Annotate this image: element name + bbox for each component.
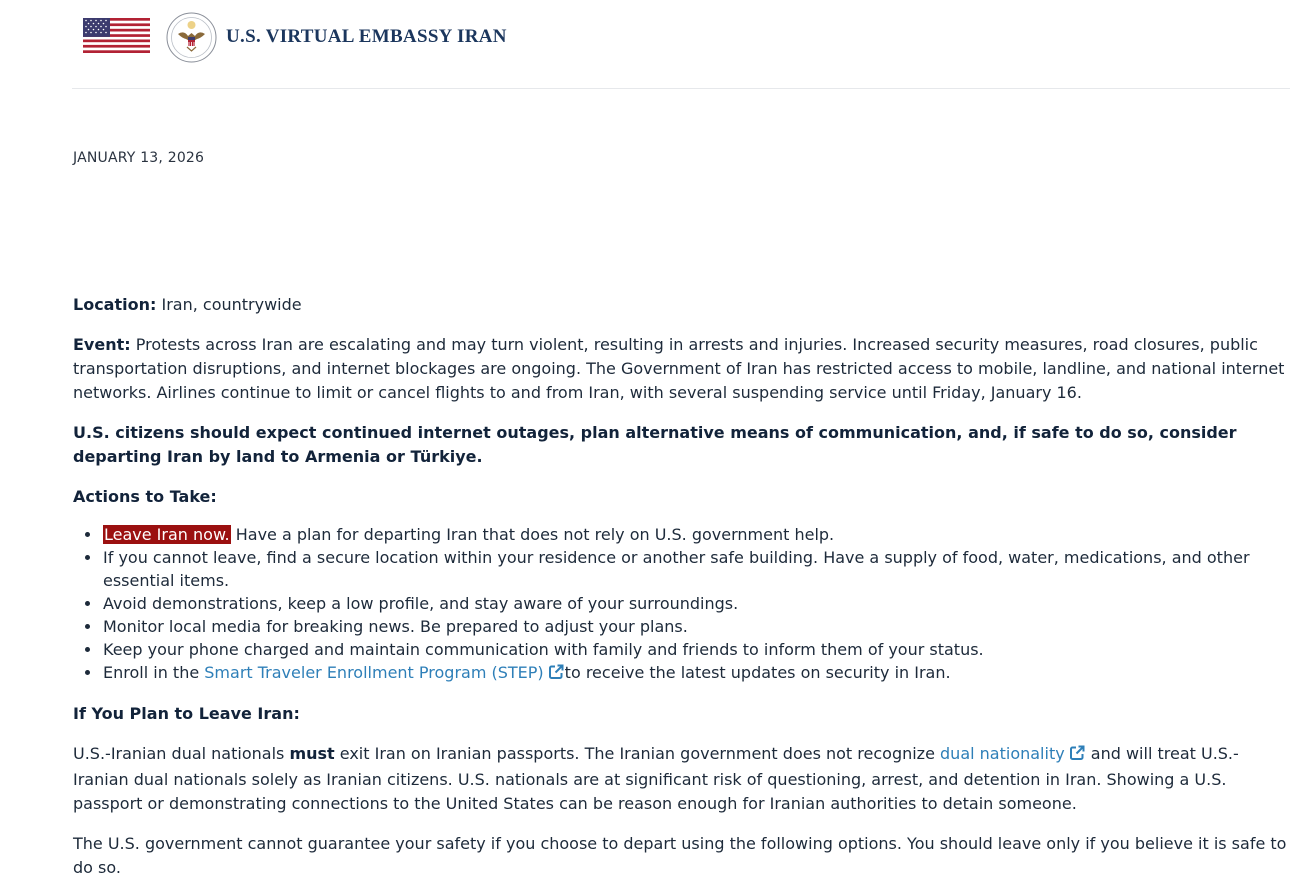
bold-notice	[73, 421, 1289, 469]
dual-text: and will treat U.S.-Iranian dual nationals solely as Iranian citizens. U.S. nationals are at significant risk of questioning, arrest, and detention in Iran. Showing a U.S. passport or demonstrating connections to the United States can be reason enough for Iranian authorities to detain someone.	[73, 744, 1239, 813]
list-item-text: Enroll in the	[103, 663, 205, 682]
list-item-text: Avoid demonstrations, keep a low profile, and stay aware of your surroundings.	[103, 594, 739, 613]
header-divider	[72, 88, 1290, 89]
bullet-icon	[85, 647, 90, 652]
bullet-icon	[85, 532, 90, 537]
guarantee-paragraph: The U.S. government cannot guarantee your safety if you choose to depart using the following options. You should leave only if you believe it is safe to do so.	[73, 834, 1287, 877]
bullet-icon	[85, 601, 90, 606]
bullet-icon	[85, 670, 90, 675]
bullet-icon	[85, 624, 90, 629]
dual-nationality-link[interactable]: dual nationality	[940, 744, 1065, 763]
list-item	[73, 615, 1289, 638]
site-title[interactable]: U.S. VIRTUAL EMBASSY IRAN	[226, 26, 507, 47]
dual-nationals-paragraph	[73, 742, 1289, 816]
list-item	[73, 661, 1289, 686]
external-link-icon[interactable]	[1069, 744, 1085, 768]
list-item	[73, 546, 1289, 592]
list-item-text: Monitor local media for breaking news. Be prepared to adjust your plans.	[103, 617, 688, 636]
bold-notice-text: U.S. citizens should expect continued internet outages, plan alternative means of communication, and, if safe to do so, consider departing Iran by land to Armenia or Türkiye.	[73, 423, 1237, 466]
list-item-text: to receive the latest updates on security in Iran.	[564, 663, 951, 682]
location-paragraph	[73, 293, 1289, 317]
list-item	[73, 592, 1289, 615]
list-item-text: Have a plan for departing Iran that does not rely on U.S. government help.	[230, 525, 835, 544]
actions-heading: Actions to Take:	[73, 487, 217, 506]
event-text: Protests across Iran are escalating and may turn violent, resulting in arrests and injuries. Increased security measures, road closures, public transportation disruptions, and internet blockages are ongoing. The Government of Iran has restricted access to mobile, landline, and national internet networks. Airlines continue to limit or cancel flights to and from Iran, with several suspending service until Friday, January 16.	[73, 335, 1285, 402]
list-item	[73, 523, 1289, 546]
leave-heading: If You Plan to Leave Iran:	[73, 704, 300, 723]
must-emphasis: must	[289, 744, 335, 763]
location-label: Location:	[73, 295, 157, 314]
leave-now-highlight: Leave Iran now.	[104, 525, 230, 544]
list-item	[73, 638, 1289, 661]
step-link[interactable]: Smart Traveler Enrollment Program (STEP)	[204, 663, 544, 682]
location-value: Iran, countrywide	[156, 295, 302, 314]
article-body	[73, 293, 1289, 896]
dual-text: exit Iran on Iranian passports. The Iranian government does not recognize	[334, 744, 941, 763]
list-item-text: If you cannot leave, find a secure location within your residence or another safe building. Have a supply of food, water, medications, and other essential items.	[103, 548, 1250, 590]
external-link-icon[interactable]	[548, 663, 564, 686]
state-department-seal-icon[interactable]	[166, 12, 217, 63]
us-flag-icon[interactable]	[83, 18, 150, 53]
event-label: Event:	[73, 335, 131, 354]
dual-text: U.S.-Iranian dual nationals	[73, 744, 290, 763]
site-header	[0, 0, 1290, 88]
bullet-icon	[85, 555, 90, 560]
list-item-text: Keep your phone charged and maintain communication with family and friends to inform them of your status.	[103, 640, 984, 659]
event-paragraph	[73, 333, 1289, 405]
publication-date: JANUARY 13, 2026	[73, 150, 205, 166]
actions-list	[73, 523, 1289, 686]
